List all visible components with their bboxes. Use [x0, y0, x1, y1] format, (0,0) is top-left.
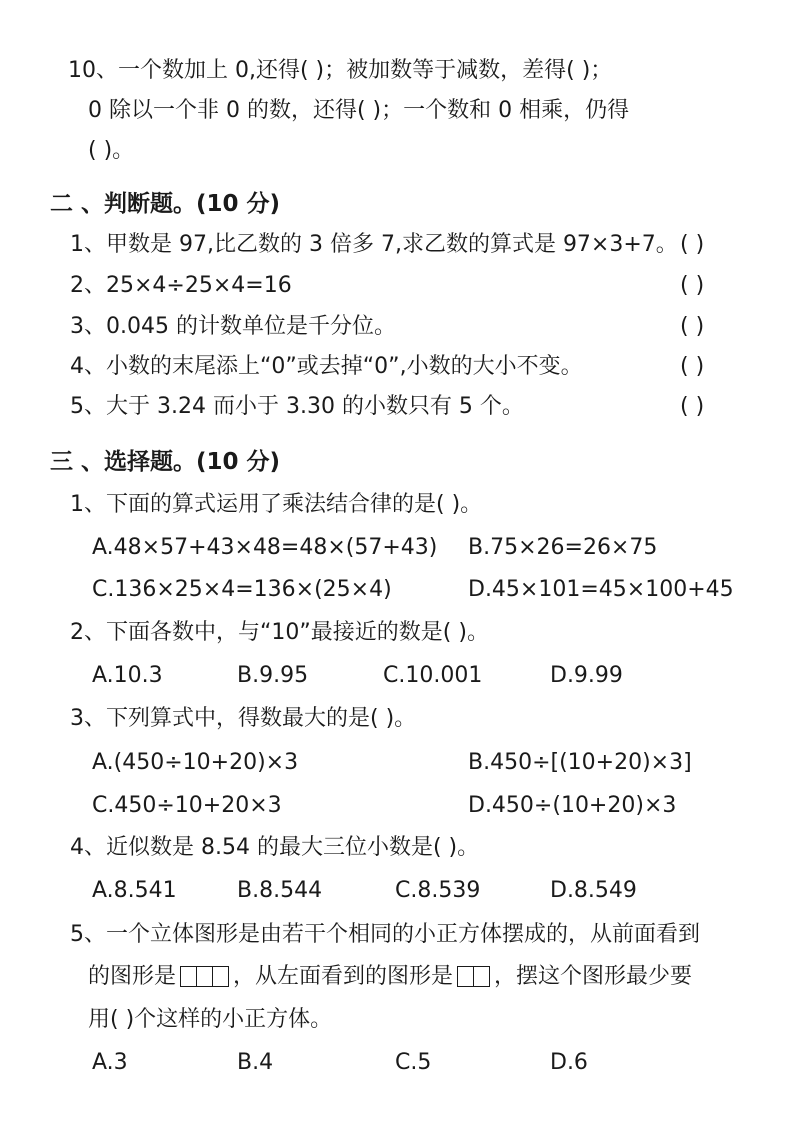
front-view-figure	[180, 966, 229, 987]
choice-q2-option-a: A.10.3	[92, 663, 163, 688]
judge-item-4: 4、小数的末尾添上“0”或去掉“0”,小数的大小不变。	[70, 354, 583, 379]
choice-q5-stem-part-b: ，从左面看到的图形是	[233, 964, 454, 989]
choice-q4-option-a: A.8.541	[92, 878, 177, 903]
judge-blank-4: ( )	[680, 354, 705, 379]
choice-q3-option-c: C.450÷10+20×3	[92, 793, 282, 818]
cube-square	[457, 966, 474, 987]
choice-q1-option-c: C.136×25×4=136×(25×4)	[92, 577, 392, 602]
cube-square	[180, 966, 197, 987]
choice-q1-option-b: B.75×26=26×75	[468, 535, 658, 560]
choice-q5-option-d: D.6	[550, 1050, 588, 1075]
judge-blank-2: ( )	[680, 273, 705, 298]
choice-q5-stem-line3: 用( )个这样的小正方体。	[88, 1007, 333, 1032]
choice-q3-option-b: B.450÷[(10+20)×3]	[468, 750, 692, 775]
choice-q1-option-d: D.45×101=45×100+45	[468, 577, 734, 602]
section2-title: 二 、判断题。(10 分)	[50, 191, 281, 217]
choice-q2-stem: 2、下面各数中，与“10”最接近的数是( )。	[70, 620, 489, 645]
judge-item-1: 1、甲数是 97,比乙数的 3 倍多 7,求乙数的算式是 97×3+7。	[70, 232, 678, 257]
choice-q5-stem-part-a: 的图形是	[88, 964, 177, 989]
choice-q1-stem: 1、下面的算式运用了乘法结合律的是( )。	[70, 492, 483, 517]
judge-blank-3: ( )	[680, 314, 705, 339]
choice-q2-option-d: D.9.99	[550, 663, 623, 688]
judge-blank-5: ( )	[680, 394, 705, 419]
judge-item-3: 3、0.045 的计数单位是千分位。	[70, 314, 396, 339]
choice-q1-option-a: A.48×57+43×48=48×(57+43)	[92, 535, 438, 560]
judge-item-5: 5、大于 3.24 而小于 3.30 的小数只有 5 个。	[70, 394, 524, 419]
choice-q4-option-c: C.8.539	[395, 878, 481, 903]
choice-q5-option-a: A.3	[92, 1050, 128, 1075]
choice-q5-stem-line1: 5、一个立体图形是由若干个相同的小正方体摆成的，从前面看到	[70, 922, 700, 947]
choice-q4-stem: 4、近似数是 8.54 的最大三位小数是( )。	[70, 835, 480, 860]
choice-q3-option-a: A.(450÷10+20)×3	[92, 750, 299, 775]
left-view-figure	[457, 966, 490, 987]
choice-q2-option-c: C.10.001	[383, 663, 483, 688]
choice-q5-stem-part-c: ，摆这个图形最少要	[494, 964, 693, 989]
section3-title: 三 、选择题。(10 分)	[50, 449, 281, 475]
choice-q4-option-b: B.8.544	[237, 878, 323, 903]
judge-blank-1: ( )	[680, 232, 705, 257]
q10-line1: 10、一个数加上 0,还得( )；被加数等于减数，差得( )；	[68, 58, 613, 83]
choice-q4-option-d: D.8.549	[550, 878, 637, 903]
choice-q5-option-b: B.4	[237, 1050, 274, 1075]
judge-item-2: 2、25×4÷25×4=16	[70, 273, 292, 298]
choice-q3-option-d: D.450÷(10+20)×3	[468, 793, 677, 818]
cube-square	[197, 966, 213, 987]
cube-square	[474, 966, 490, 987]
q10-line2: 0 除以一个非 0 的数，还得( )；一个数和 0 相乘，仍得	[88, 98, 630, 123]
q10-line3: ( )。	[88, 138, 135, 163]
choice-q5-stem-line2	[88, 962, 692, 992]
cube-square	[213, 966, 229, 987]
choice-q3-stem: 3、下列算式中，得数最大的是( )。	[70, 706, 417, 731]
choice-q5-option-c: C.5	[395, 1050, 432, 1075]
choice-q2-option-b: B.9.95	[237, 663, 309, 688]
